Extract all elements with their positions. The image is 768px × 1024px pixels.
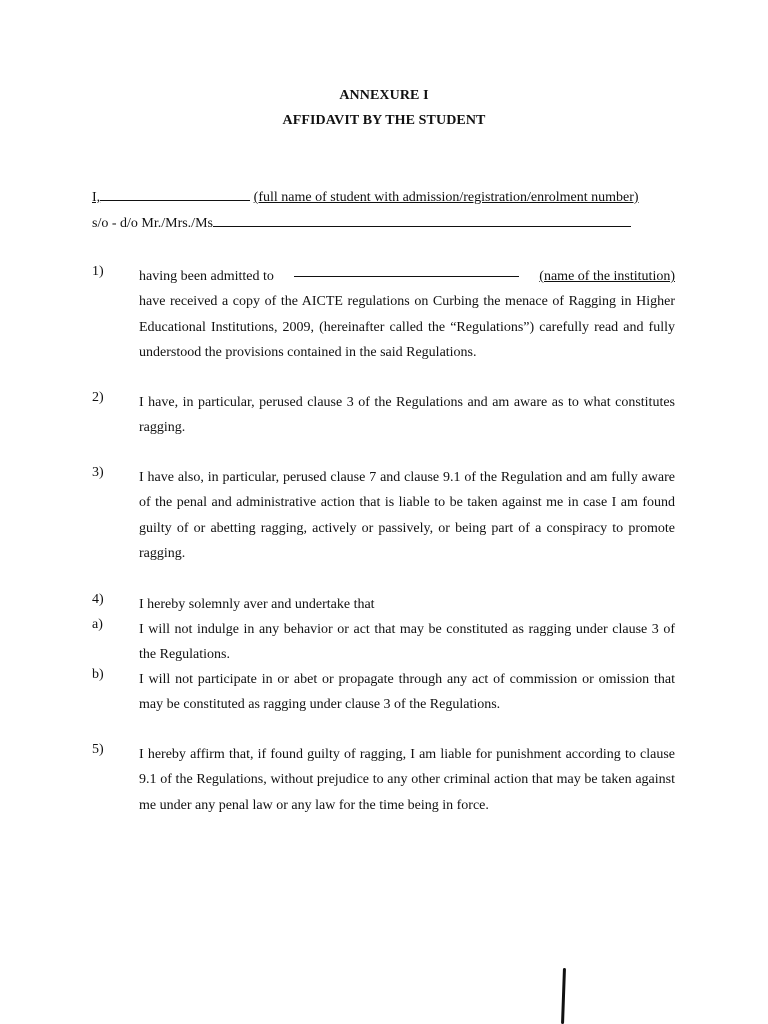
clause-4-text: I hereby solemnly aver and undertake that — [139, 597, 375, 612]
clause-1-text: have received a copy of the AICTE regulations on Curbing the menace of Ragging in Higher Educational Institutions, 2009, (hereinafter called the “Regulations”) carefully read and fully understood the provisions contained in the said Regulations. — [139, 294, 675, 360]
annexure-heading: ANNEXURE I — [339, 88, 429, 103]
declarant-prefix: I, — [92, 190, 101, 205]
institution-name-blank[interactable] — [294, 264, 519, 277]
clause-number: 2) — [92, 390, 104, 405]
clause-3-text: I have also, in particular, perused clause 7 and clause 9.1 of the Regulation and am fully aware of the penal and administrative action that is liable to be taken against me in case I am found guilty of or abetting ragging, actively or passively, or being part of a conspiracy to promote ragging. — [139, 470, 675, 561]
clause-number: 1) — [92, 264, 104, 279]
clause-5-text: I hereby affirm that, if found guilty of ragging, I am liable for punishment according to clause 9.1 of the Regulations, without prejudice to any other criminal action that may be taken against me under any penal law or any law for the time being in force. — [139, 747, 675, 813]
institution-name-hint: (name of the institution) — [539, 269, 675, 284]
clause-4b-text: I will not participate in or abet or propagate through any act of commission or omission that may be constituted as ragging under clause 3 of the Regulations. — [139, 672, 675, 713]
declarant-line — [92, 188, 675, 206]
clause-number: 3) — [92, 465, 104, 480]
pen-mark — [561, 968, 566, 1024]
document-title: AFFIDAVIT BY THE STUDENT — [282, 113, 486, 128]
parent-name-blank[interactable] — [213, 214, 631, 227]
clause-number: b) — [92, 667, 104, 682]
clause-2-text: I have, in particular, perused clause 3 of the Regulations and am aware as to what constitutes ragging. — [139, 395, 675, 436]
parent-prefix: s/o - d/o Mr./Mrs./Ms — [92, 216, 213, 231]
clause-number: a) — [92, 617, 103, 632]
parent-line — [92, 214, 675, 232]
clause-number: 5) — [92, 742, 104, 757]
clause-number: 4) — [92, 592, 104, 607]
student-name-hint: (full name of student with admission/registration/enrolment number) — [253, 190, 639, 205]
clause-1-lead — [139, 264, 675, 289]
student-name-blank[interactable] — [100, 188, 250, 201]
clause-4a-text: I will not indulge in any behavior or act that may be constituted as ragging under clause 3 of the Regulations. — [139, 622, 675, 663]
clause-1-lead-text: having been admitted to — [139, 269, 274, 284]
